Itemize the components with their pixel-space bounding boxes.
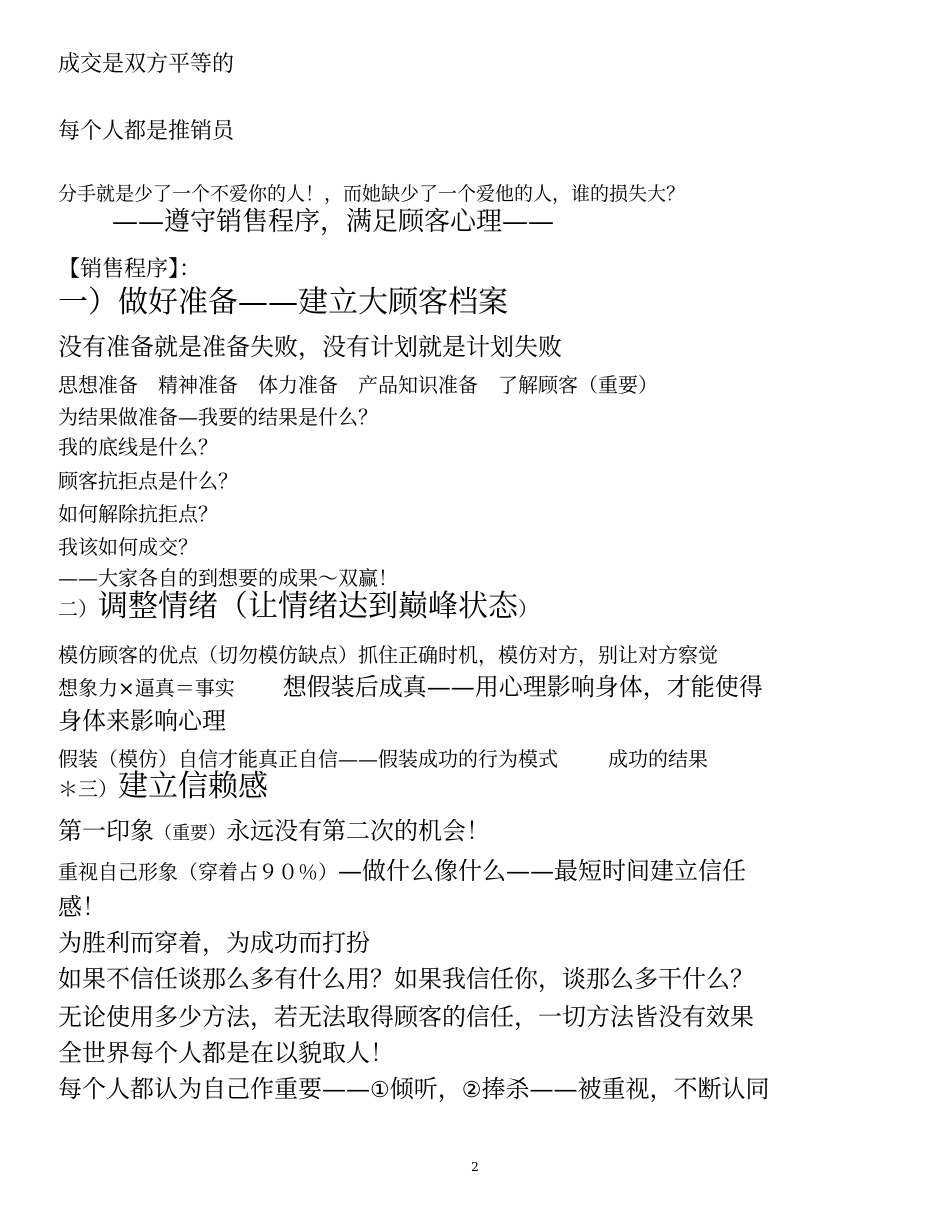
line-22: [58, 858, 746, 884]
line-10: 我的底线是什么？: [58, 435, 218, 459]
line-17: [58, 674, 763, 700]
heading-emotion-text: 调整情绪（让情绪达到巅峰状态: [98, 589, 518, 624]
heading-trust-text: 建立信赖感: [118, 769, 268, 804]
line-5: 【销售程序】：: [58, 257, 202, 282]
line-28-e: 捧杀——被重视，不断认同: [481, 1075, 770, 1103]
line-14: ——大家各自的到想要的成果～双赢！: [58, 566, 398, 590]
line-27: 全世界每个人都是在以貌取人！: [58, 1039, 394, 1067]
heading-prepare: 一）做好准备——建立大顾客档案: [58, 285, 508, 320]
line-25: 如果不信任谈那么多有什么用？如果我信任你，谈那么多干什么？: [58, 965, 754, 993]
line-11: 顾客抗拒点是什么？: [58, 469, 238, 493]
line-12: 如何解除抗拒点？: [58, 502, 218, 526]
circled-one-icon: ①: [370, 1078, 390, 1103]
line-21: [58, 818, 490, 844]
line-16: 模仿顾客的优点（切勿模仿缺点）抓住正确时机，模仿对方，别让对方察觉: [58, 643, 718, 667]
line-13: 我该如何成交？: [58, 535, 198, 559]
line-19-a: 假装（模仿）自信才能真正自信——假装成功的行为模式: [58, 747, 558, 771]
line-18: 身体来影响心理: [58, 707, 226, 735]
section-heading: ——遵守销售程序，满足顾客心理——: [112, 207, 555, 237]
line-23: 感！: [58, 893, 106, 921]
page-number: 2: [471, 1160, 479, 1174]
line-17-a: 想象力×逼真＝事实: [58, 676, 235, 700]
line-28: [58, 1076, 769, 1103]
line-17-b: 想假装后成真——用心理影响身体，才能使得: [282, 673, 763, 701]
circled-two-icon: ②: [461, 1078, 482, 1103]
heading-emotion-close: ）: [518, 597, 538, 621]
line-8: 思想准备 精神准备 体力准备 产品知识准备 了解顾客（重要）: [58, 373, 658, 397]
line-21-c: 永远没有第二次的机会！: [226, 817, 490, 845]
line-28-c: 倾听，: [389, 1075, 462, 1103]
heading-trust: [58, 770, 268, 803]
line-7: 没有准备就是准备失败，没有计划就是计划失败: [58, 333, 562, 361]
line-26: 无论使用多少方法，若无法取得顾客的信任，一切方法皆没有效果: [58, 1003, 754, 1031]
heading-emotion: [58, 590, 538, 623]
line-21-b: （重要）: [154, 823, 226, 844]
heading-emotion-number: 二）: [58, 597, 98, 621]
line-19: [58, 748, 708, 770]
line-1: 成交是双方平等的: [58, 52, 235, 77]
line-2: 每个人都是推销员: [58, 119, 235, 144]
line-19-b: 成功的结果: [608, 747, 708, 771]
heading-trust-number: ＊三）: [58, 777, 118, 801]
line-24: 为胜利而穿着，为成功而打扮: [58, 929, 370, 957]
line-22-b: —做什么像什么——最短时间建立信任: [338, 857, 746, 885]
line-3: 分手就是少了一个不爱你的人！，而她缺少了一个爱他的人，谁的损失大？: [58, 183, 686, 205]
line-22-a: 重视自己形象（穿着占９０％）: [58, 860, 338, 884]
line-21-a: 第一印象: [58, 817, 154, 845]
line-9: 为结果做准备—我要的结果是什么？: [58, 405, 378, 429]
line-28-a: 每个人都认为自己作重要——: [58, 1075, 370, 1103]
